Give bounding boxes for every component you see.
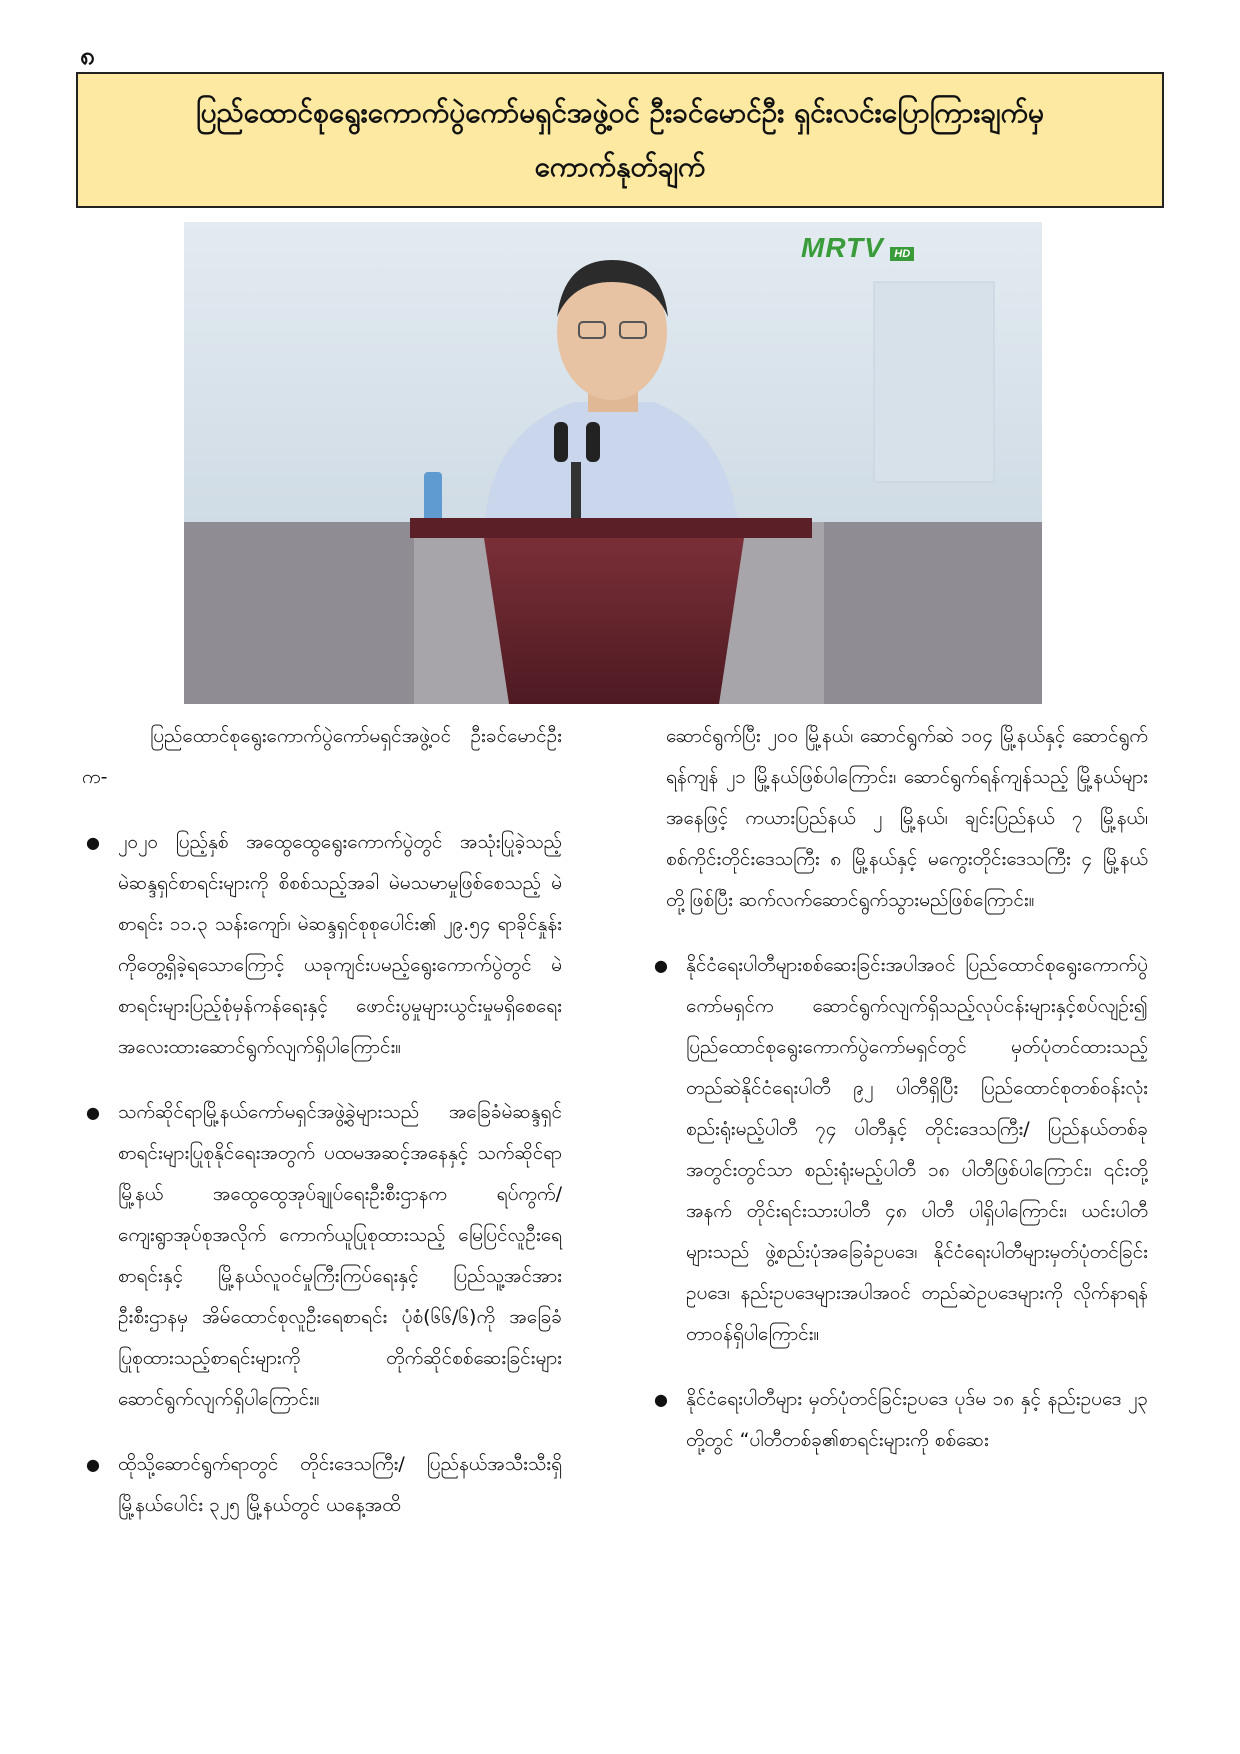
mrtv-logo-text: MRTV (801, 232, 884, 263)
right-bullet-list (650, 945, 1148, 1461)
title-line-2: ကောက်နုတ်ချက် (534, 150, 706, 183)
title-box (76, 72, 1164, 208)
bullet-item: ● နိုင်ငံရေးပါတီများစစ်ဆေးခြင်းအပါအဝင် ပြည်ထောင်စုရွေးကောက်ပွဲကော်မရှင်က ဆောင်ရွက်လျက်ရှိသည့်လုပ်ငန်းများနှင့်စပ်လျဉ်း၍ ပြည်ထောင်စုရွေးကောက်ပွဲကော်မရှင်တွင် မှတ်ပုံတင်ထားသည့် တည်ဆဲနိုင်ငံရေးပါတီ ၉၂ ပါတီရှိပြီး ပြည်ထောင်စုတစ်ဝန်းလုံးစည်းရုံးမည့်ပါတီ ၇၄ ပါတီနှင့် တိုင်းဒေသကြီး/ ပြည်နယ်တစ်ခုအတွင်းတွင်သာ စည်းရုံးမည့်ပါတီ ၁၈ ပါတီဖြစ်ပါကြောင်း၊ ၎င်းတို့အနက် တိုင်းရင်းသားပါတီ ၄၈ ပါတီ ပါရှိပါကြောင်း၊ ယင်းပါတီများသည် ဖွဲ့စည်းပုံအခြေခံဥပဒေ၊ နိုင်ငံရေးပါတီများမှတ်ပုံတင်ခြင်းဥပဒေ၊ နည်းဥပဒေများအပါအဝင် တည်ဆဲဥပဒေများကို လိုက်နာရန်တာဝန်ရှိပါကြောင်း။ (650, 945, 1148, 1355)
page-number: ၈ (80, 41, 95, 71)
left-column (82, 716, 562, 1526)
mrtv-logo (801, 232, 914, 264)
bullet-item: ● သက်ဆိုင်ရာမြို့နယ်ကော်မရှင်အဖွဲ့ခွဲများသည် အခြေခံမဲဆန္ဒရှင်စာရင်းများပြုစုနိုင်ရေးအတွက် ပထမအဆင့်အနေနှင့် သက်ဆိုင်ရာမြို့နယ် အထွေထွေအုပ်ချုပ်ရေးဦးစီးဌာနက ရပ်ကွက်/ ကျေးရွာအုပ်စုအလိုက် ကောက်ယူပြုစုထားသည့် မြေပြင်လူဦးရေစာရင်းနှင့် မြို့နယ်လူဝင်မှုကြီးကြပ်ရေးနှင့် ပြည်သူ့အင်အားဦးစီးဌာနမှ အိမ်ထောင်စုလူဦးရေစာရင်း ပုံစံ(၆၆/၆)ကို အခြေခံပြုစုထားသည့်စာရင်းများကို တိုက်ဆိုင်စစ်ဆေးခြင်းများ ဆောင်ရွက်လျက်ရှိပါကြောင်း။ (82, 1092, 562, 1420)
intro-paragraph: ပြည်ထောင်စုရွေးကောက်ပွဲကော်မရှင်အဖွဲ့ဝင် ဦးခင်မောင်ဦးက- (82, 725, 562, 788)
bullet-item: ● ထိုသို့ဆောင်ရွက်ရာတွင် တိုင်းဒေသကြီး/ ပြည်နယ်အသီးသီးရှိ မြို့နယ်ပေါင်း ၃၂၅ မြို့နယ်တွင် ယနေ့အထိ (82, 1444, 562, 1526)
continuation-paragraph: ဆောင်ရွက်ပြီး ၂၀၀ မြို့နယ်၊ ဆောင်ရွက်ဆဲ ၁၀၄ မြို့နယ်နှင့် ဆောင်ရွက်ရန်ကျန် ၂၁ မြို့နယ်ဖြစ်ပါကြောင်း၊ ဆောင်ရွက်ရန်ကျန်သည့် မြို့နယ်များအနေဖြင့် ကယားပြည်နယ် ၂ မြို့နယ်၊ ချင်းပြည်နယ် ၇ မြို့နယ်၊ စစ်ကိုင်းတိုင်းဒေသကြီး ၈ မြို့နယ်နှင့် မကွေးတိုင်းဒေသကြီး ၄ မြို့နယ်တို့ဖြစ်ပြီး ဆက်လက်ဆောင်ရွက်သွားမည်ဖြစ်ကြောင်း။ (666, 725, 1148, 911)
bullet-item: ● နိုင်ငံရေးပါတီများ မှတ်ပုံတင်ခြင်းဥပဒေ ပုဒ်မ ၁၈ နှင့် နည်းဥပဒေ ၂၃ တို့တွင် “ပါတီတစ်ခု၏စာရင်းများကို စစ်ဆေး (650, 1379, 1148, 1461)
bullet-item: ● ၂၀၂၀ ပြည့်နှစ် အထွေထွေရွေးကောက်ပွဲတွင် အသုံးပြုခဲ့သည့် မဲဆန္ဒရှင်စာရင်းများကို စိစစ်သည့်အခါ မဲမသမာမှုဖြစ်စေသည့် မဲစာရင်း ၁၁.၃ သန်းကျော်၊ မဲဆန္ဒရှင်စုစုပေါင်း၏ ၂၉.၅၄ ရာခိုင်နှုန်းကိုတွေ့ရှိခဲ့ရသောကြောင့် ယခုကျင်းပမည့်ရွေးကောက်ပွဲတွင် မဲစာရင်းများပြည့်စုံမှန်ကန်ရေးနှင့် ဖောင်းပွမှုများယွင်းမှုမရှိစေရေး အလေးထားဆောင်ရွက်လျက်ရှိပါကြောင်း။ (82, 822, 562, 1068)
page-title (156, 86, 1084, 194)
mrtv-hd-badge: HD (890, 247, 914, 261)
right-column (650, 716, 1148, 1461)
speaker-photo (184, 222, 1042, 704)
left-bullet-list (82, 822, 562, 1526)
title-line-1: ပြည်ထောင်စုရွေးကောက်ပွဲကော်မရှင်အဖွဲ့ဝင် ဦးခင်မောင်ဦး ရှင်းလင်းပြောကြားချက်မှ (195, 96, 1045, 129)
